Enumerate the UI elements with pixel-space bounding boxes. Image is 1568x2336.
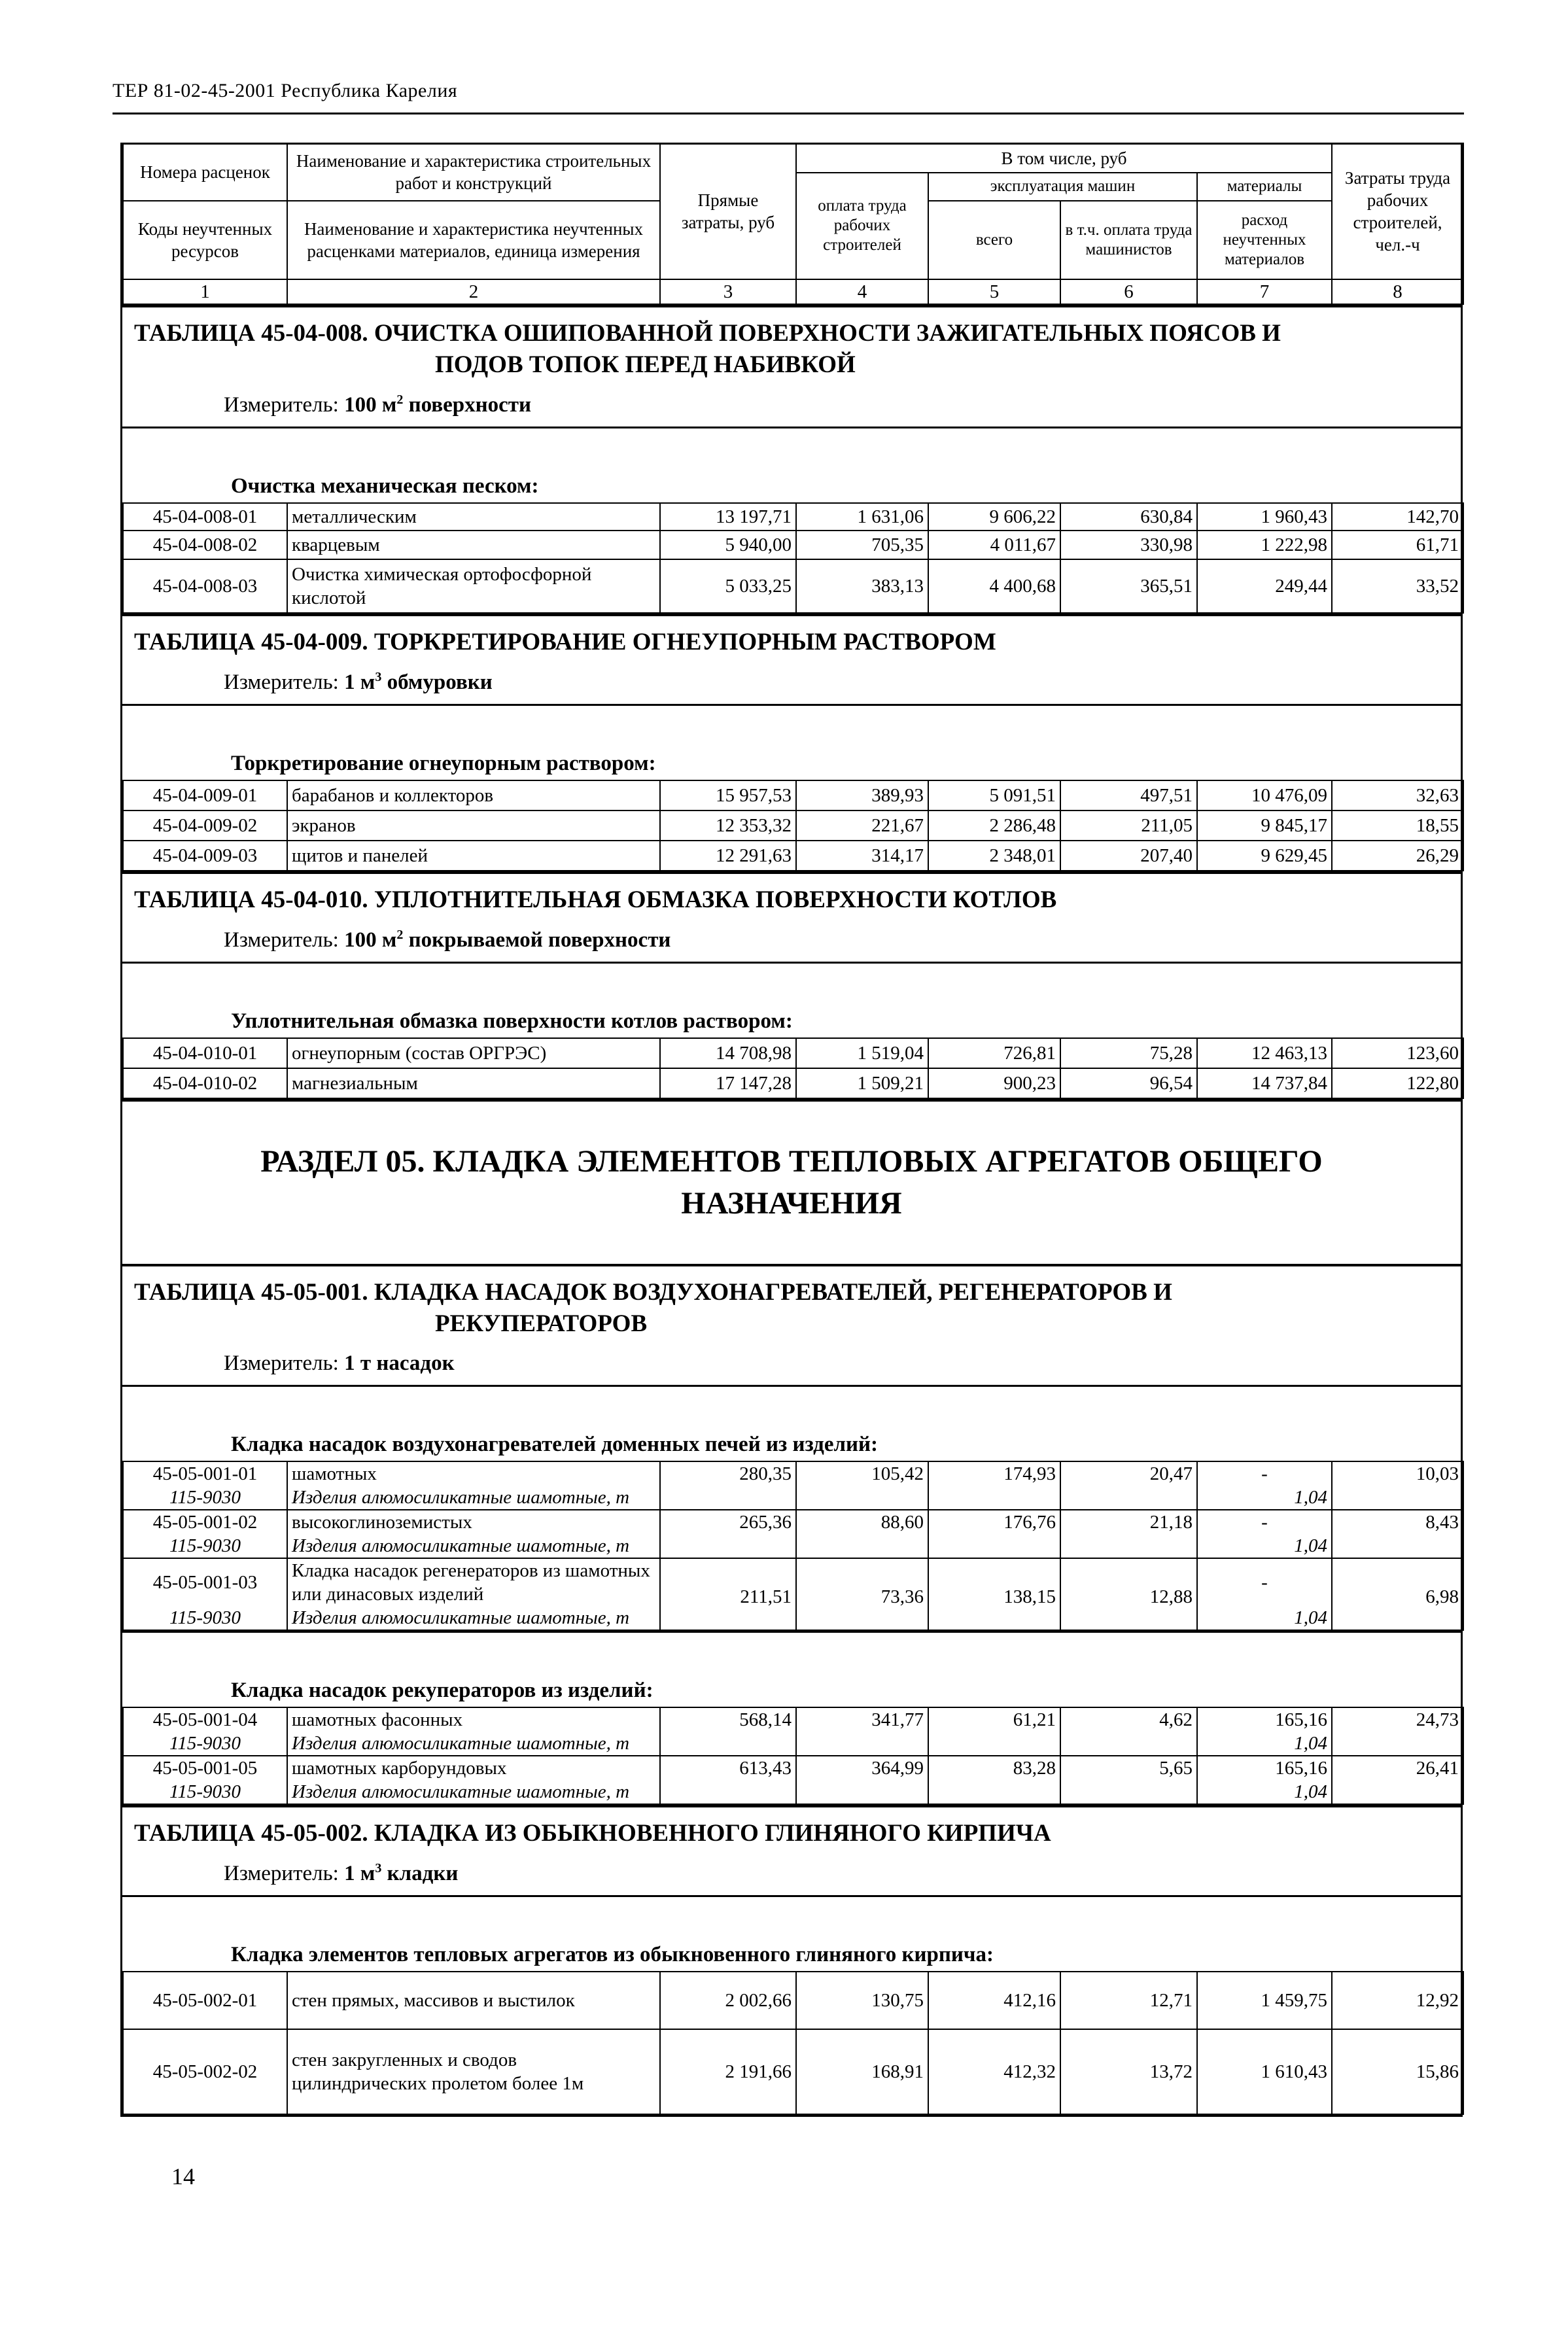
table-title: ТАБЛИЦА 45-05-001. КЛАДКА НАСАДОК ВОЗДУХОНАГРЕВАТЕЛЕЙ, РЕГЕНЕРАТОРОВ И РЕКУПЕРАТОРОВ	[134, 1278, 1172, 1337]
resource-row: 115-9030 Изделия алюмосиликатные шамотные, т 1,04	[123, 1534, 1463, 1558]
table-row: 45-04-010-02 магнезиальным 17 147,28 1 509,21 900,23 96,54 14 737,84 122,80	[123, 1068, 1463, 1098]
table-45-04-008	[122, 305, 1461, 614]
table-row: 45-04-008-02 кварцевым 5 940,00 705,35 4 011,67 330,98 1 222,98 61,71	[123, 531, 1463, 559]
table-row: 45-05-002-01 стен прямых, массивов и выстилок 2 002,66 130,75 412,16 12,71 1 459,75 12,92	[123, 1972, 1463, 2029]
rates-table	[122, 1971, 1464, 2115]
resource-row: 115-9030 Изделия алюмосиликатные шамотные, т 1,04	[123, 1486, 1463, 1510]
table-row: 45-04-008-03 Очистка химическая ортофосфорной кислотой 5 033,25 383,13 4 400,68 365,51 249,44 33,52	[123, 559, 1463, 613]
table-row: 45-04-008-01 металлическим 13 197,71 1 631,06 9 606,22 630,84 1 960,43 142,70	[123, 503, 1463, 531]
header-direct-costs: Прямые затраты, руб	[660, 144, 796, 279]
table-row: 45-04-010-01 огнеупорным (состав ОРГРЭС) 14 708,98 1 519,04 726,81 75,28 12 463,13 123,60	[123, 1038, 1463, 1068]
header-labor-hours: Затраты труда рабочих строителей, чел.-ч	[1332, 144, 1463, 279]
measure-unit: Измеритель: 100 $м^2$ покрываемой поверхности	[224, 927, 671, 952]
header-resource-codes: Коды неучтенных ресурсов	[123, 201, 287, 279]
col-num: 6	[1060, 279, 1197, 304]
measure-unit: Измеритель: 1 $м^3$ обмуровки	[224, 669, 493, 694]
page-number: 14	[171, 2163, 195, 2189]
table-45-05-002	[122, 1805, 1461, 2115]
rates-table	[122, 1707, 1464, 1805]
col-num: 5	[928, 279, 1060, 304]
table-45-05-001	[122, 1264, 1461, 1805]
table-45-04-010	[122, 871, 1461, 1099]
price-table	[120, 143, 1463, 2117]
table-row: 45-04-009-02 экранов 12 353,32 221,67 2 286,48 211,05 9 845,17 18,55	[123, 811, 1463, 841]
table-title: ТАБЛИЦА 45-04-009. ТОРКРЕТИРОВАНИЕ ОГНЕУПОРНЫМ РАСТВОРОМ	[134, 628, 996, 655]
table-row: 45-05-001-03 Кладка насадок регенераторов из шамотных или динасовых изделий 211,51 73,36 138,15 12,88 - 6,98	[123, 1558, 1463, 1606]
table-row: 45-05-001-01 шамотных 280,35 105,42 174,93 20,47 - 10,03	[123, 1461, 1463, 1486]
subsection-title: Торкретирование огнеупорным раствором:	[122, 704, 1461, 780]
rates-table	[122, 502, 1464, 614]
subsection-title: Кладка элементов тепловых агрегатов из обыкновенного глиняного кирпича:	[122, 1895, 1461, 1971]
measure-unit: Измеритель: 1 т насадок	[224, 1351, 455, 1375]
table-row: 45-04-009-03 щитов и панелей 12 291,63 314,17 2 348,01 207,40 9 629,45 26,29	[123, 841, 1463, 871]
rates-table	[122, 1461, 1464, 1631]
col-num: 7	[1197, 279, 1332, 304]
table-row: 45-05-002-02 стен закругленных и сводов цилиндрических пролетом более 1м 2 191,66 168,91 412,32 13,72 1 610,43 15,86	[123, 2029, 1463, 2114]
header-material-name: Наименование и характеристика неучтенных расценками материалов, единица измерения	[287, 201, 660, 279]
subsection-title: Кладка насадок воздухонагревателей доменных печей из изделий:	[122, 1385, 1461, 1461]
resource-row: 115-9030 Изделия алюмосиликатные шамотные, т 1,04	[123, 1606, 1463, 1630]
section-heading: РАЗДЕЛ 05. КЛАДКА ЭЛЕМЕНТОВ ТЕПЛОВЫХ АГРЕГАТОВ ОБЩЕГО НАЗНАЧЕНИЯ	[122, 1099, 1461, 1264]
rates-table	[122, 1037, 1464, 1099]
header-worker-pay: оплата труда рабочих строителей	[796, 173, 928, 279]
table-title: ТАБЛИЦА 45-04-010. УПЛОТНИТЕЛЬНАЯ ОБМАЗКА ПОВЕРХНОСТИ КОТЛОВ	[134, 886, 1057, 913]
subsection-title: Кладка насадок рекуператоров из изделий:	[122, 1631, 1461, 1707]
subsection-title: Уплотнительная обмазка поверхности котлов раствором:	[122, 962, 1461, 1037]
column-header	[122, 143, 1464, 305]
table-45-04-009	[122, 614, 1461, 871]
header-rule	[113, 113, 1464, 114]
col-num: 8	[1332, 279, 1463, 304]
measure-unit: Измеритель: 100 $м^2$ поверхности	[224, 392, 531, 417]
table-title: ТАБЛИЦА 45-04-008. ОЧИСТКА ОШИПОВАННОЙ ПОВЕРХНОСТИ ЗАЖИГАТЕЛЬНЫХ ПОЯСОВ И ПОДОВ ТОПОК ПЕРЕД НАБИВКОЙ	[134, 319, 1281, 378]
header-machines-total: всего	[928, 201, 1060, 279]
table-row: 45-05-001-05 шамотных карборундовых 613,43 364,99 83,28 5,65 165,16 26,41	[123, 1756, 1463, 1780]
header-work-name: Наименование и характеристика строительных работ и конструкций	[287, 144, 660, 201]
header-machines: эксплуатация машин	[928, 173, 1197, 201]
table-title: ТАБЛИЦА 45-05-002. КЛАДКА ИЗ ОБЫКНОВЕННОГО ГЛИНЯНОГО КИРПИЧА	[134, 1819, 1051, 1847]
header-group-including: В том числе, руб	[796, 144, 1332, 173]
subsection-title: Очистка механическая песком:	[122, 427, 1461, 502]
running-head: ТЕР 81-02-45-2001 Республика Карелия	[113, 80, 458, 101]
measure-unit: Измеритель: 1 $м^3$ кладки	[224, 1860, 459, 1885]
column-numbers	[123, 279, 1463, 304]
header-machinist-pay: в т.ч. оплата труда машинистов	[1060, 201, 1197, 279]
col-num: 2	[287, 279, 660, 304]
resource-row: 115-9030 Изделия алюмосиликатные шамотные, т 1,04	[123, 1780, 1463, 1804]
resource-row: 115-9030 Изделия алюмосиликатные шамотные, т 1,04	[123, 1732, 1463, 1756]
header-rate-number: Номера расценок	[123, 144, 287, 201]
table-row: 45-04-009-01 барабанов и коллекторов 15 957,53 389,93 5 091,51 497,51 10 476,09 32,63	[123, 780, 1463, 811]
rates-table	[122, 780, 1464, 871]
col-num: 3	[660, 279, 796, 304]
header-material-consumption: расход неучтенных материалов	[1197, 201, 1332, 279]
header-materials: материалы	[1197, 173, 1332, 201]
col-num: 1	[123, 279, 287, 304]
col-num: 4	[796, 279, 928, 304]
table-row: 45-05-001-04 шамотных фасонных 568,14 341,77 61,21 4,62 165,16 24,73	[123, 1707, 1463, 1732]
table-row: 45-05-001-02 высокоглиноземистых 265,36 88,60 176,76 21,18 - 8,43	[123, 1510, 1463, 1534]
